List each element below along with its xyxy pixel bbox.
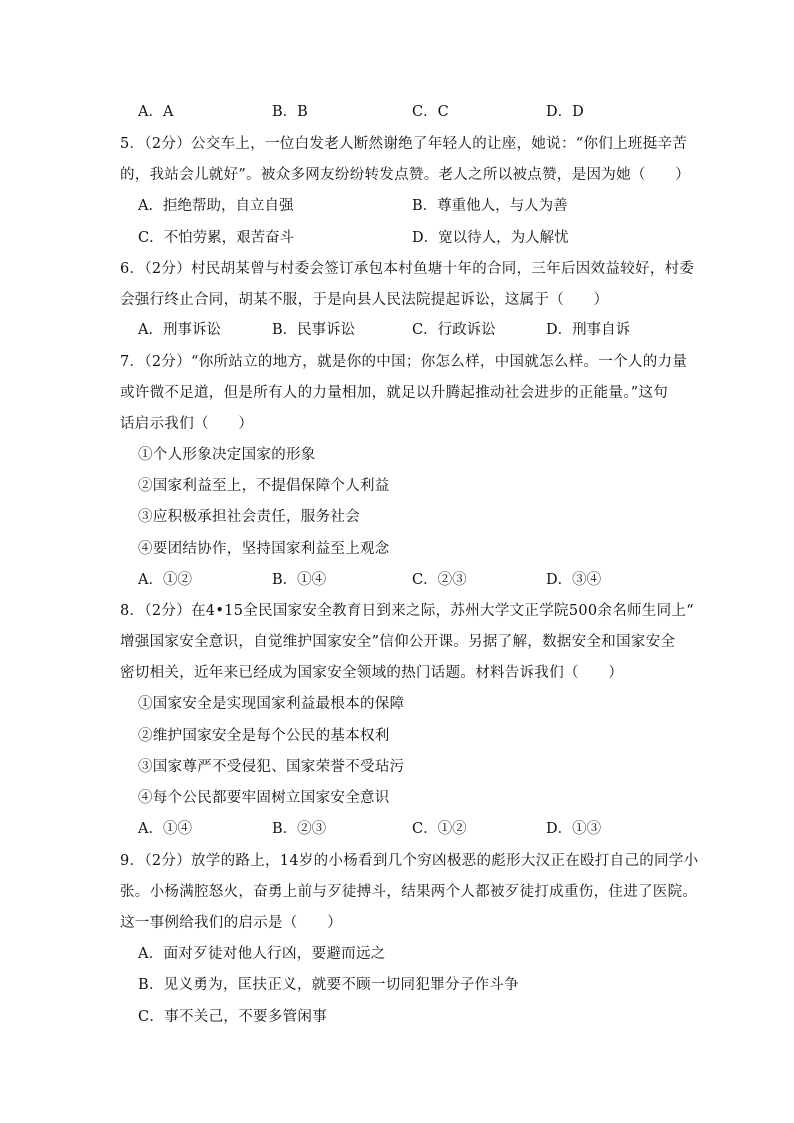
q7-stem-line-3: 话启示我们（ ） (120, 416, 254, 432)
q8-option-c: C．①② (412, 821, 467, 837)
q7-statement-1: ①个人形象决定国家的形象 (138, 447, 316, 463)
q9-option-a: A．面对歹徒对他人行凶，要避而远之 (138, 946, 386, 962)
q6-option-b: B．民事诉讼 (272, 322, 356, 338)
q5-option-a: A．拒绝帮助，自立自强 (138, 198, 294, 214)
q6-option-a: A．刑事诉讼 (138, 322, 221, 338)
q6-stem-line-2: 会强行终止合同，胡某不服，于是向县人民法院提起诉讼，这属于（ ） (120, 292, 609, 308)
q9-option-b: B．见义勇为，匡扶正义，就要不顾一切同犯罪分子作斗争 (138, 977, 519, 993)
q7-option-b: B．①④ (272, 572, 327, 588)
q5-option-d: D．宽以待人，为人解忧 (412, 230, 569, 246)
q8-statement-2: ②维护国家安全是每个公民的基本权利 (138, 728, 390, 744)
q9-stem-line-2: 张。小杨满腔怒火，奋勇上前与歹徒搏斗，结果两个人都被歹徒打成重伤，住进了医院。 (120, 884, 698, 900)
q7-option-a: A．①② (138, 572, 192, 588)
q8-stem-line-1: 8．（2分）在4•15全民国家安全教育日到来之际，苏州大学文正学院500余名师生同上“ (120, 603, 694, 619)
q9-stem-line-1: 9．（2分）放学的路上，14岁的小杨看到几个穷凶极恶的彪形大汉正在殴打自己的同学小 (120, 853, 699, 869)
q8-option-d: D．①③ (546, 821, 602, 837)
q8-statement-4: ④每个公民都要牢固树立国家安全意识 (138, 790, 390, 806)
q4-option-c: C．C (412, 104, 449, 120)
q6-stem-line-1: 6．（2分）村民胡某曾与村委会签订承包本村鱼塘十年的合同，三年后因效益较好，村委 (120, 261, 695, 277)
q8-stem-line-3: 密切相关，近年来已经成为国家安全领域的热门话题。材料告诉我们（ ） (120, 665, 624, 681)
q8-stem-line-2: 增强国家安全意识，自觉维护国家安全”信仰公开课。另据了解，数据安全和国家安全 (120, 634, 676, 650)
q8-statement-1: ①国家安全是实现国家利益最根本的保障 (138, 696, 405, 712)
q5-option-c: C．不怕劳累，艰苦奋斗 (138, 230, 295, 246)
q5-stem-line-2: 的，我站会儿就好”。被众多网友纷纷转发点赞。老人之所以被点赞，是因为她（ ） (120, 167, 691, 183)
q8-statement-3: ③国家尊严不受侵犯、国家荣誉不受玷污 (138, 759, 405, 775)
q9-option-c: C．事不关己，不要多管闲事 (138, 1009, 327, 1025)
q8-option-b: B．②③ (272, 821, 327, 837)
q6-option-c: C．行政诉讼 (412, 322, 496, 338)
q5-stem-line-1: 5．（2分）公交车上，一位白发老人断然谢绝了年轻人的让座，她说：“你们上班挺辛苦 (120, 136, 688, 152)
q7-statement-2: ②国家利益至上，不提倡保障个人利益 (138, 478, 390, 494)
q8-option-a: A．①④ (138, 821, 192, 837)
q4-option-d: D．D (546, 104, 584, 120)
q7-statement-4: ④要团结协作，坚持国家利益至上观念 (138, 541, 390, 557)
q4-option-b: B．B (272, 104, 308, 120)
q6-option-d: D．刑事自诉 (546, 322, 631, 338)
q7-stem-line-1: 7．（2分）“你所站立的地方，就是你的中国；你怎么样，中国就怎么样。一个人的力量 (120, 354, 688, 370)
q9-stem-line-3: 这一事例给我们的启示是（ ） (120, 915, 342, 931)
q5-option-b: B．尊重他人，与人为善 (412, 198, 568, 214)
q7-option-d: D．③④ (546, 572, 602, 588)
q4-option-a: A．A (138, 104, 174, 120)
q7-stem-line-2: 或许微不足道，但是所有人的力量相加，就足以升腾起推动社会进步的正能量。”这句 (120, 385, 669, 401)
q7-statement-3: ③应积极承担社会责任，服务社会 (138, 509, 360, 525)
q7-option-c: C．②③ (412, 572, 467, 588)
